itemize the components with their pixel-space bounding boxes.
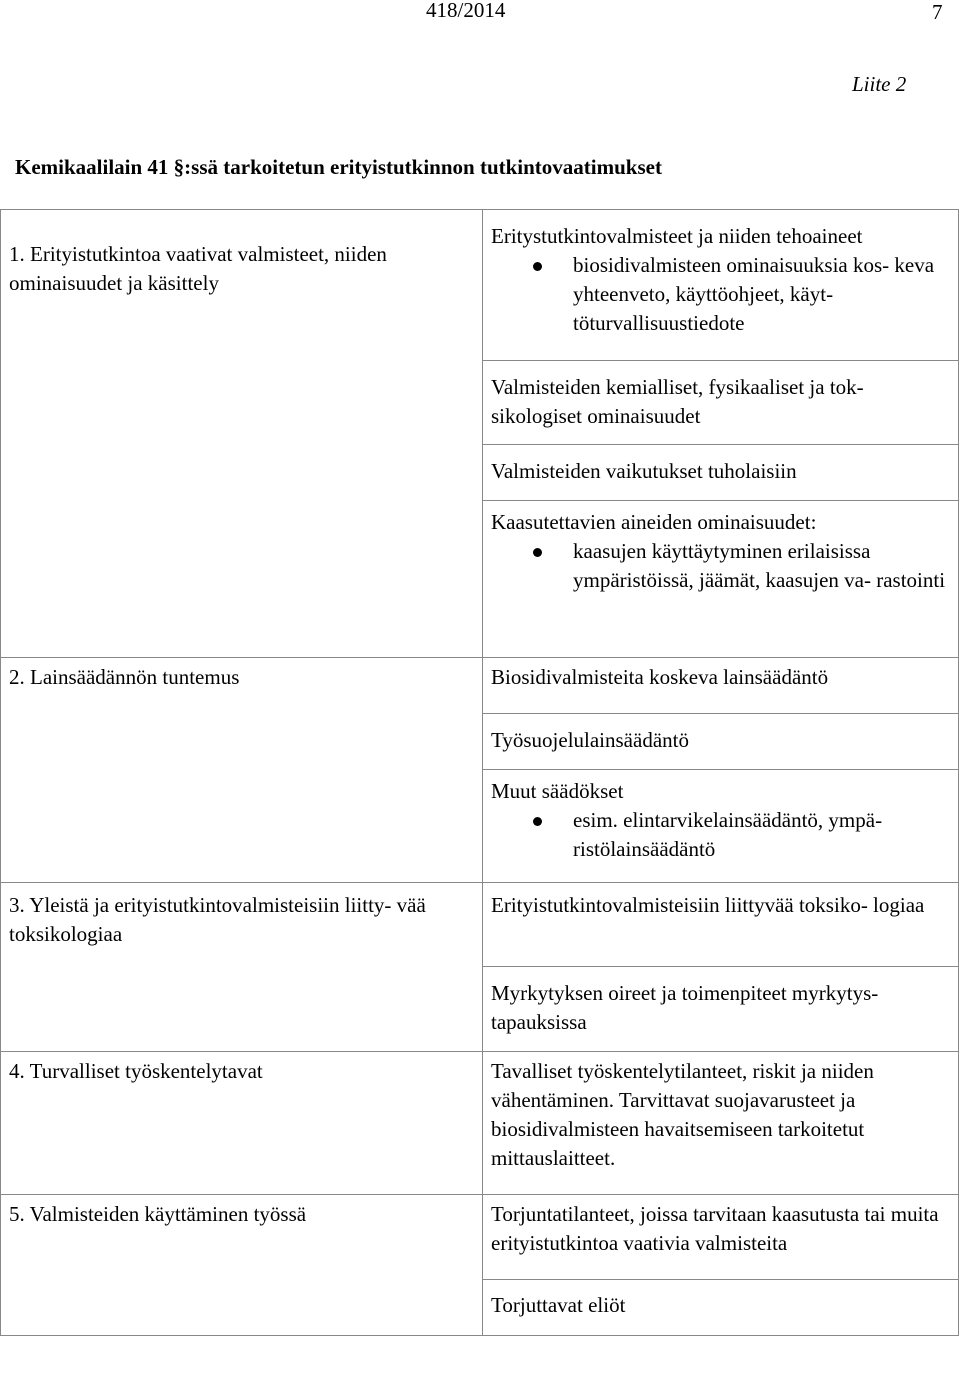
requirement-cell xyxy=(483,770,959,883)
requirement-text: Tavalliset työskentelytilanteet, riskit ja niiden vähentäminen. Tarvittavat suojavarusteet ja biosidivalmisteen havaitsemiseen tarkoitetut mittauslaitteet. xyxy=(491,1059,874,1170)
requirement-cell xyxy=(483,1195,959,1280)
requirement-row xyxy=(1,1195,959,1280)
section-heading-text: 5. Valmisteiden käyttäminen työssä xyxy=(9,1202,307,1226)
requirement-text: Torjuntatilanteet, joissa tarvitaan kaasutusta tai muita erityistutkintoa vaativia valmisteita xyxy=(491,1202,939,1255)
requirement-cell xyxy=(483,883,959,967)
bullet-dot-icon xyxy=(533,262,542,271)
section-heading xyxy=(1,1052,483,1195)
requirement-cell xyxy=(483,445,959,501)
section-heading xyxy=(1,883,483,1052)
requirement-row xyxy=(1,210,959,361)
requirement-cell xyxy=(483,967,959,1052)
requirement-cell xyxy=(483,501,959,658)
annex-label: Liite 2 xyxy=(852,72,907,96)
section-heading xyxy=(1,658,483,883)
section-heading-text: 4. Turvalliset työskentelytavat xyxy=(9,1059,263,1083)
requirement-text: Erityistutkintovalmisteisiin liittyvää toksiko- logiaa xyxy=(491,893,925,917)
page-number: 7 xyxy=(932,0,943,24)
bullet-item xyxy=(491,537,950,595)
requirement-text: Biosidivalmisteita koskeva lainsäädäntö xyxy=(491,665,829,689)
bullet-item xyxy=(491,806,950,864)
section-heading-text: 3. Yleistä ja erityistutkintovalmisteisiin liitty- vää toksikologiaa xyxy=(9,893,426,946)
document-title: Kemikaalilain 41 §:ssä tarkoitetun erityistutkinnon tutkintovaatimukset xyxy=(15,155,662,179)
requirement-cell xyxy=(483,658,959,714)
bullet-list xyxy=(491,251,950,338)
section-heading xyxy=(1,1195,483,1336)
bullet-text: biosidivalmisteen ominaisuuksia kos- keva yhteenveto, käyttöohjeet, käyt- töturvallisuustiedote xyxy=(573,253,935,335)
bullet-list xyxy=(491,537,950,595)
section-heading-text: 1. Erityistutkintoa vaativat valmisteet, niiden ominaisuudet ja käsittely xyxy=(9,242,387,295)
requirements-table xyxy=(0,209,959,1336)
requirement-cell xyxy=(483,1280,959,1336)
bullet-text: esim. elintarvikelainsäädäntö, ympä- ristölainsäädäntö xyxy=(573,808,883,861)
section-heading-text: 2. Lainsäädännön tuntemus xyxy=(9,665,240,689)
requirement-row xyxy=(1,658,959,714)
requirement-row xyxy=(1,1052,959,1195)
bullet-dot-icon xyxy=(533,548,542,557)
requirement-text: Valmisteiden vaikutukset tuholaisiin xyxy=(491,459,797,483)
requirement-text: Valmisteiden kemialliset, fysikaaliset ja tok- sikologiset ominaisuudet xyxy=(491,375,864,428)
bullet-text: kaasujen käyttäytyminen erilaisissa ympäristöissä, jäämät, kaasujen va- rastointi xyxy=(573,539,946,592)
requirement-text: Työsuojelulainsäädäntö xyxy=(491,728,689,752)
bullet-item xyxy=(491,251,950,338)
document-number: 418/2014 xyxy=(426,0,506,22)
bullet-list xyxy=(491,806,950,864)
requirement-cell xyxy=(483,361,959,445)
requirement-text: Eritystutkintovalmisteet ja niiden tehoaineet xyxy=(491,224,863,248)
requirement-text: Torjuttavat eliöt xyxy=(491,1293,626,1317)
section-heading xyxy=(1,210,483,658)
requirement-cell xyxy=(483,210,959,361)
requirement-cell xyxy=(483,714,959,770)
bullet-dot-icon xyxy=(533,817,542,826)
requirement-row xyxy=(1,883,959,967)
requirement-text: Myrkytyksen oireet ja toimenpiteet myrkytys- tapauksissa xyxy=(491,981,879,1034)
requirement-text: Muut säädökset xyxy=(491,779,624,803)
requirement-cell xyxy=(483,1052,959,1195)
requirement-text: Kaasutettavien aineiden ominaisuudet: xyxy=(491,510,817,534)
